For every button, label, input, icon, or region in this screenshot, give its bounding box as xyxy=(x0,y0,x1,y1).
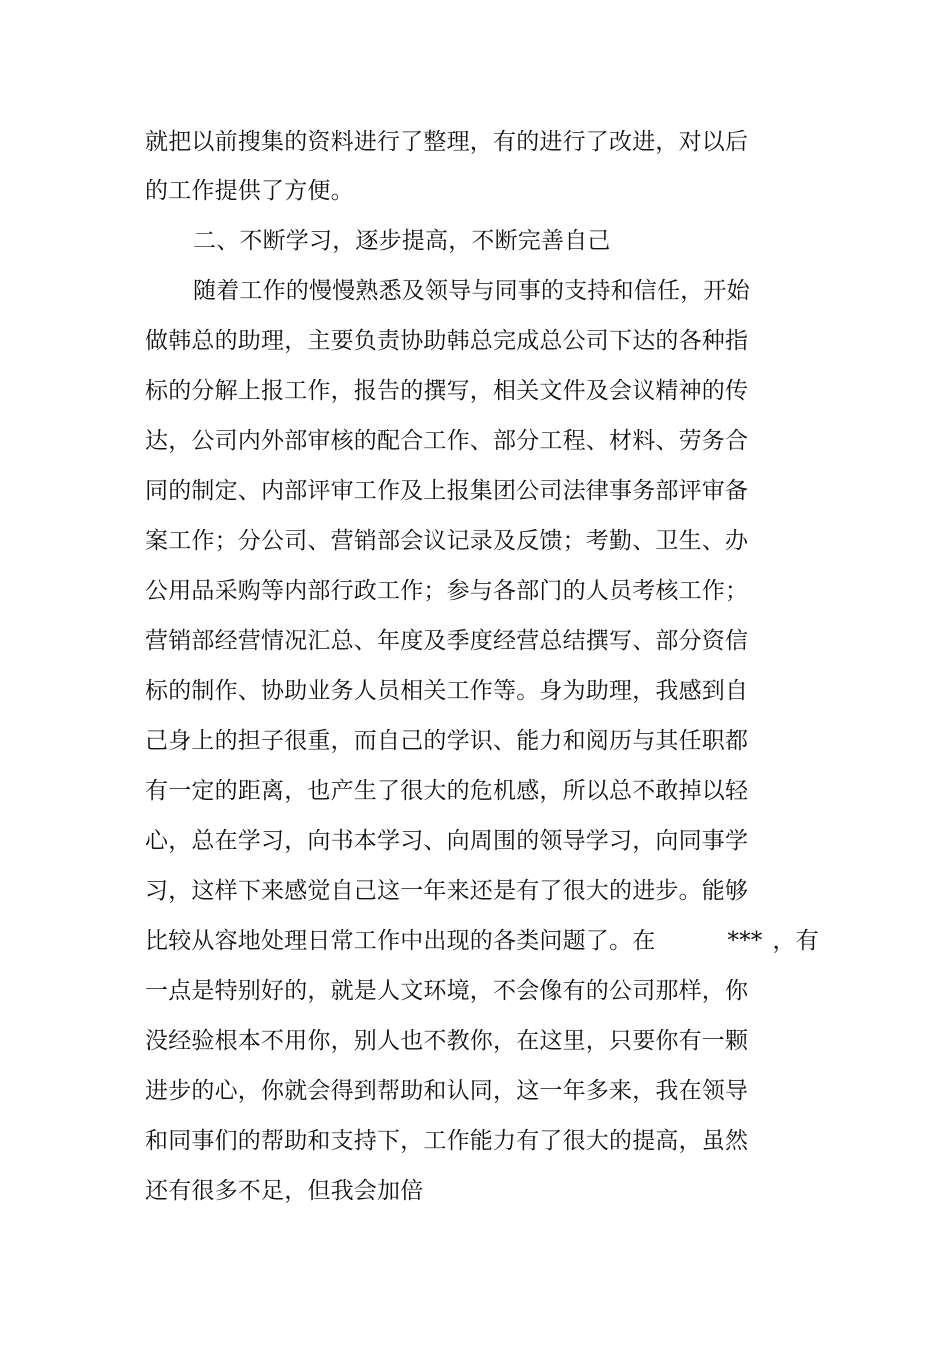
paragraph-line: 随着工作的慢慢熟悉及领导与同事的支持和信任，开始 xyxy=(193,278,750,304)
paragraph-line: 一点是特别好的，就是人文环境，不会像有的公司那样，你 xyxy=(145,978,749,1004)
paragraph-line: 没经验根本不用你，别人也不教你，在这里，只要你有一颗 xyxy=(145,1028,749,1054)
paragraph-line: 做韩总的助理，主要负责协助韩总完成总公司下达的各种指 xyxy=(145,328,749,354)
paragraph-line: 和同事们的帮助和支持下，工作能力有了很大的提高，虽然 xyxy=(145,1128,749,1154)
paragraph-line: 标的分解上报工作，报告的撰写，相关文件及会议精神的传 xyxy=(145,378,749,404)
line-text-before: 比较从容地处理日常工作中出现的各类问题了。在 xyxy=(145,928,656,954)
line-text-after: ，有 xyxy=(772,928,819,954)
paragraph-line: 公用品采购等内部行政工作；参与各部门的人员考核工作； xyxy=(145,578,749,604)
paragraph-line: 还有很多不足，但我会加倍 xyxy=(145,1178,424,1204)
paragraph-line: 的工作提供了方便。 xyxy=(145,178,354,204)
section-heading: 二、不断学习，逐步提高，不断完善自己 xyxy=(193,228,611,254)
paragraph-line: 心，总在学习，向书本学习、向周围的领导学习，向同事学 xyxy=(145,828,749,854)
paragraph-line: 有一定的距离，也产生了很大的危机感，所以总不敢掉以轻 xyxy=(145,778,749,804)
paragraph-line: 习，这样下来感觉自己这一年来还是有了很大的进步。能够 xyxy=(145,878,749,904)
paragraph-line: 营销部经营情况汇总、年度及季度经营总结撰写、部分资信 xyxy=(145,628,749,654)
paragraph-line: 案工作；分公司、营销部会议记录及反馈；考勤、卫生、办 xyxy=(145,528,749,554)
paragraph-line-redacted xyxy=(145,926,819,956)
paragraph-line: 达，公司内外部审核的配合工作、部分工程、材料、劳务合 xyxy=(145,428,749,454)
paragraph-line: 进步的心，你就会得到帮助和认同，这一年多来，我在领导 xyxy=(145,1078,749,1104)
paragraph-line: 标的制作、协助业务人员相关工作等。身为助理，我感到自 xyxy=(145,678,749,704)
paragraph-line: 同的制定、内部评审工作及上报集团公司法律事务部评审备 xyxy=(145,478,749,504)
redacted-placeholder: *** xyxy=(727,928,763,954)
paragraph-line: 己身上的担子很重，而自己的学识、能力和阅历与其任职都 xyxy=(145,728,749,754)
paragraph-line: 就把以前搜集的资料进行了整理，有的进行了改进，对以后 xyxy=(145,129,749,155)
